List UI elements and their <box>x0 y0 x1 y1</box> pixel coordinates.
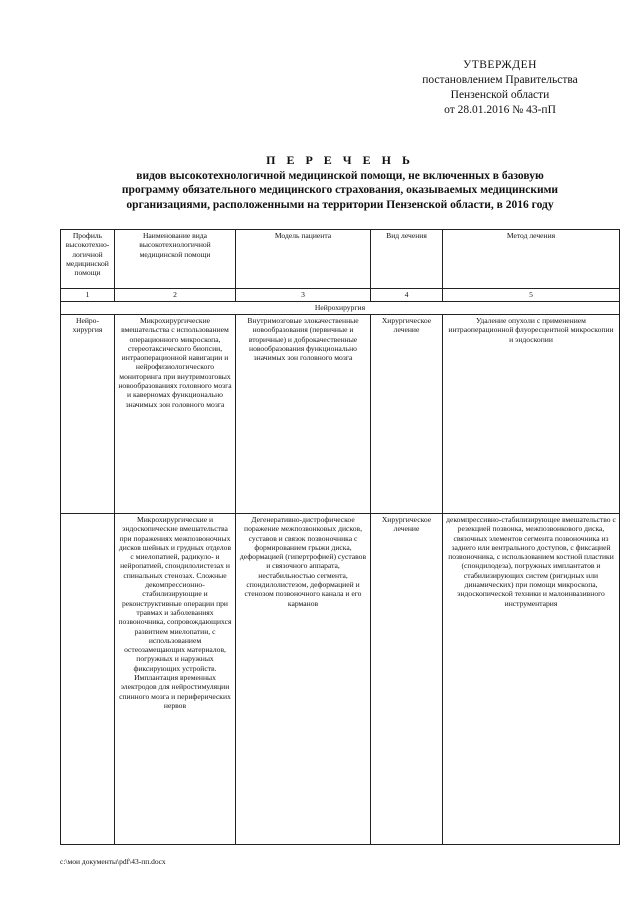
approval-title: УТВЕРЖДЕН <box>463 59 537 71</box>
document-heading <box>60 153 620 212</box>
section-title: Нейрохирургия <box>61 302 620 315</box>
cell-method: Удаление опухоли с применением интраоперационной флуоресцентной микроскопии и эндоскопии <box>443 315 620 514</box>
cell-name: Микрохирургические и эндоскопические вмешательства при поражениях межпозвоночных дисков шейных и грудных отделов с миелопатией, радикуло- и нейропатией, спондилолистезах и спинальных стенозах. Сложные декомпрессионно-стабилизирующие и реконструктивные операции при травмах и заболеваниях позвоночника, сопровождающихся развитием миелопатии, с использованием остеозамещающих материалов, погружных и наружных фиксирующих устройств. Имплантация временных электродов для нейростимуляции спинного мозга и периферических нервов <box>115 514 236 845</box>
cell-name: Микрохирургические вмешательства с использованием операционного микроскопа, стереотаксического биопсии, интраоперационной навигации и нейрофизиологического мониторинга при внутримозговых новообразованиях головного мозга и каверномах функционально значимых зон головного мозга <box>115 315 236 514</box>
section-row <box>61 302 620 315</box>
cell-treatment: Хирургическое лечение <box>371 514 443 845</box>
approval-line-4: от 28.01.2016 № 43-пП <box>444 104 556 116</box>
table-header-row <box>61 230 620 289</box>
heading-line-3: организациями, расположенными на территории Пензенской области, в 2016 году <box>126 198 554 211</box>
document-title: П Е Р Е Ч Е Н Ь <box>266 153 414 167</box>
column-number: 2 <box>115 289 236 302</box>
header-treatment: Вид лечения <box>371 230 443 289</box>
column-number: 1 <box>61 289 115 302</box>
cell-method: декомпрессивно-стабилизирующее вмешательство с резекцией позвонка, межпозвонкового диска, связочных элементов сегмента позвоночника из заднего или вентрального доступов, с фиксацией позвоночника, с использованием костной пластики (спондилодеза), погружных имплантатов и стабилизирующих систем (ригидных или динамических) при помощи микроскопа, эндоскопической техники и малоинвазивного инструментария <box>443 514 620 845</box>
table-number-row <box>61 289 620 302</box>
approval-line-3: Пензенской области <box>450 89 550 101</box>
cell-model: Внутримозговые злокачественные новообразования (первичные и вторичные) и доброкачественные новообразования функционально значимых зон головного мозга <box>236 315 371 514</box>
approval-line-2: постановлением Правительства <box>422 74 578 86</box>
column-number: 5 <box>443 289 620 302</box>
cell-treatment: Хирургическое лечение <box>371 315 443 514</box>
cell-profile: Нейро-хирургия <box>61 315 115 514</box>
heading-line-1: видов высокотехнологичной медицинской помощи, не включенных в базовую <box>136 169 544 182</box>
header-method: Метод лечения <box>443 230 620 289</box>
table-row <box>61 514 620 845</box>
approval-block <box>380 58 620 118</box>
file-path-footer: c:\мои документы\pdf\43-пп.docx <box>60 857 166 866</box>
column-number: 3 <box>236 289 371 302</box>
cell-profile <box>61 514 115 845</box>
table-row <box>61 315 620 514</box>
services-table <box>60 229 620 845</box>
header-profile: Профиль высокотехно-логичной медицинской помощи <box>61 230 115 289</box>
heading-line-2: программу обязательного медицинского страхования, оказываемых медицинскими <box>121 184 559 196</box>
cell-model: Дегенеративно-дистрофическое поражение межпозвонковых дисков, суставов и связок позвоночника с формированием грыжи диска, деформацией (гипертрофией) суставов и связочного аппарата, нестабильностью сегмента, спондилолистезом, деформацией и стенозом позвоночного канала и его карманов <box>236 514 371 845</box>
header-name: Наименование вида высокотехнологичной медицинской помощи <box>115 230 236 289</box>
column-number: 4 <box>371 289 443 302</box>
header-model: Модель пациента <box>236 230 371 289</box>
